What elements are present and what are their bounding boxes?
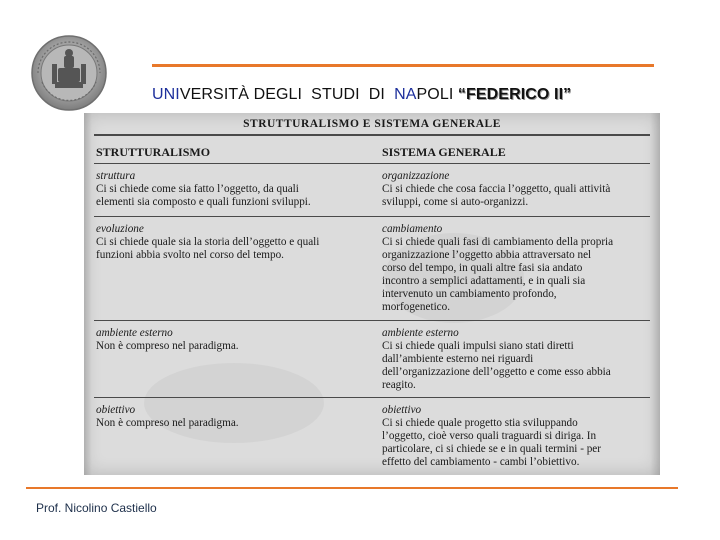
row-3-right-cell xyxy=(382,327,652,392)
row-3-right-line: Ci si chiede quali impulsi siano stati diretti xyxy=(382,340,574,352)
row-1-right-label: organizzazione xyxy=(382,170,450,182)
table-rule-row-2 xyxy=(94,320,650,321)
table-rule-row-1 xyxy=(94,216,650,217)
row-3-right-label: ambiente esterno xyxy=(382,327,459,339)
row-4-right-line: l’oggetto, cioè verso quali traguardi si diriga. In xyxy=(382,430,597,442)
title-part-uni: UNI xyxy=(152,86,180,103)
row-3-left-cell xyxy=(96,327,366,353)
university-title xyxy=(152,86,571,104)
row-4-right-line: Ci si chiede quale progetto stia sviluppando xyxy=(382,417,578,429)
row-2-right-line: organizzazione l’oggetto abbia attraversato nel xyxy=(382,249,592,261)
column-header-left: STRUTTURALISMO xyxy=(96,145,211,159)
row-3-left-line: Non è compreso nel paradigma. xyxy=(96,340,239,352)
table-rule-header xyxy=(94,163,650,164)
table-rule-row-3 xyxy=(94,397,650,398)
row-3-left-label: ambiente esterno xyxy=(96,327,173,339)
scan-shadow-left xyxy=(84,113,92,475)
scan-noise xyxy=(144,363,324,443)
row-1-right-cell xyxy=(382,170,652,209)
row-3-right-line: reagito. xyxy=(382,379,416,391)
row-3-right-line: dell’organizzazione dell’oggetto e come esso abbia xyxy=(382,366,611,378)
row-2-left-cell xyxy=(96,223,366,262)
footer-orange-rule xyxy=(26,487,678,489)
row-4-right-line: particolare, ci si chiede se e in quali termini - per xyxy=(382,443,601,455)
row-2-left-label: evoluzione xyxy=(96,223,144,235)
title-part-na: NA xyxy=(394,86,417,103)
table-title: STRUTTURALISMO E SISTEMA GENERALE xyxy=(243,118,501,130)
title-part-federico: “FEDERICO II” xyxy=(457,86,572,103)
column-header-right: SISTEMA GENERALE xyxy=(382,145,506,159)
row-4-right-line: effetto del cambiamento - cambi l’obiettivo. xyxy=(382,456,580,468)
row-2-right-label: cambiamento xyxy=(382,223,443,235)
title-part-versita: VERSITÀ DEGLI STUDI DI xyxy=(179,86,395,103)
row-2-left-line: funzioni abbia svolto nel corso del tempo. xyxy=(96,249,284,261)
row-4-right-label: obiettivo xyxy=(382,404,422,416)
row-4-left-label: obiettivo xyxy=(96,404,136,416)
row-2-right-line: incontro a semplici adattamenti, e in quali sia xyxy=(382,275,586,287)
row-1-right-line: sviluppi, come si auto-organizzi. xyxy=(382,196,529,208)
university-seal-icon xyxy=(30,34,108,112)
header-orange-rule xyxy=(152,64,654,67)
row-2-right-line: Ci si chiede quali fasi di cambiamento della propria xyxy=(382,236,614,248)
row-2-right-line: intervenuto un cambiamento profondo, xyxy=(382,288,557,300)
scanned-table-image xyxy=(84,113,660,475)
row-1-left-line: Ci si chiede come sia fatto l’oggetto, da quali xyxy=(96,183,299,195)
row-1-left-label: struttura xyxy=(96,170,136,182)
table-rule-top xyxy=(94,134,650,136)
footer-author: Prof. Nicolino Castiello xyxy=(36,501,157,515)
row-2-right-line: morfogenetico. xyxy=(382,301,451,313)
row-4-left-cell xyxy=(96,404,366,430)
row-1-left-line: elementi sia composto e quali funzioni sviluppi. xyxy=(96,196,311,208)
title-part-poli: POLI xyxy=(416,86,458,103)
row-4-right-cell xyxy=(382,404,652,469)
university-seal-logo xyxy=(30,34,108,112)
row-2-right-cell xyxy=(382,223,652,314)
row-2-left-line: Ci si chiede quale sia la storia dell’oggetto e quali xyxy=(96,236,320,248)
row-1-left-cell xyxy=(96,170,366,209)
row-3-right-line: dall’ambiente esterno nei riguardi xyxy=(382,353,534,365)
row-2-right-line: corso del tempo, in quali altre fasi sia andato xyxy=(382,262,583,274)
row-4-left-line: Non è compreso nel paradigma. xyxy=(96,417,239,429)
row-1-right-line: Ci si chiede che cosa faccia l’oggetto, quali attività xyxy=(382,183,611,195)
